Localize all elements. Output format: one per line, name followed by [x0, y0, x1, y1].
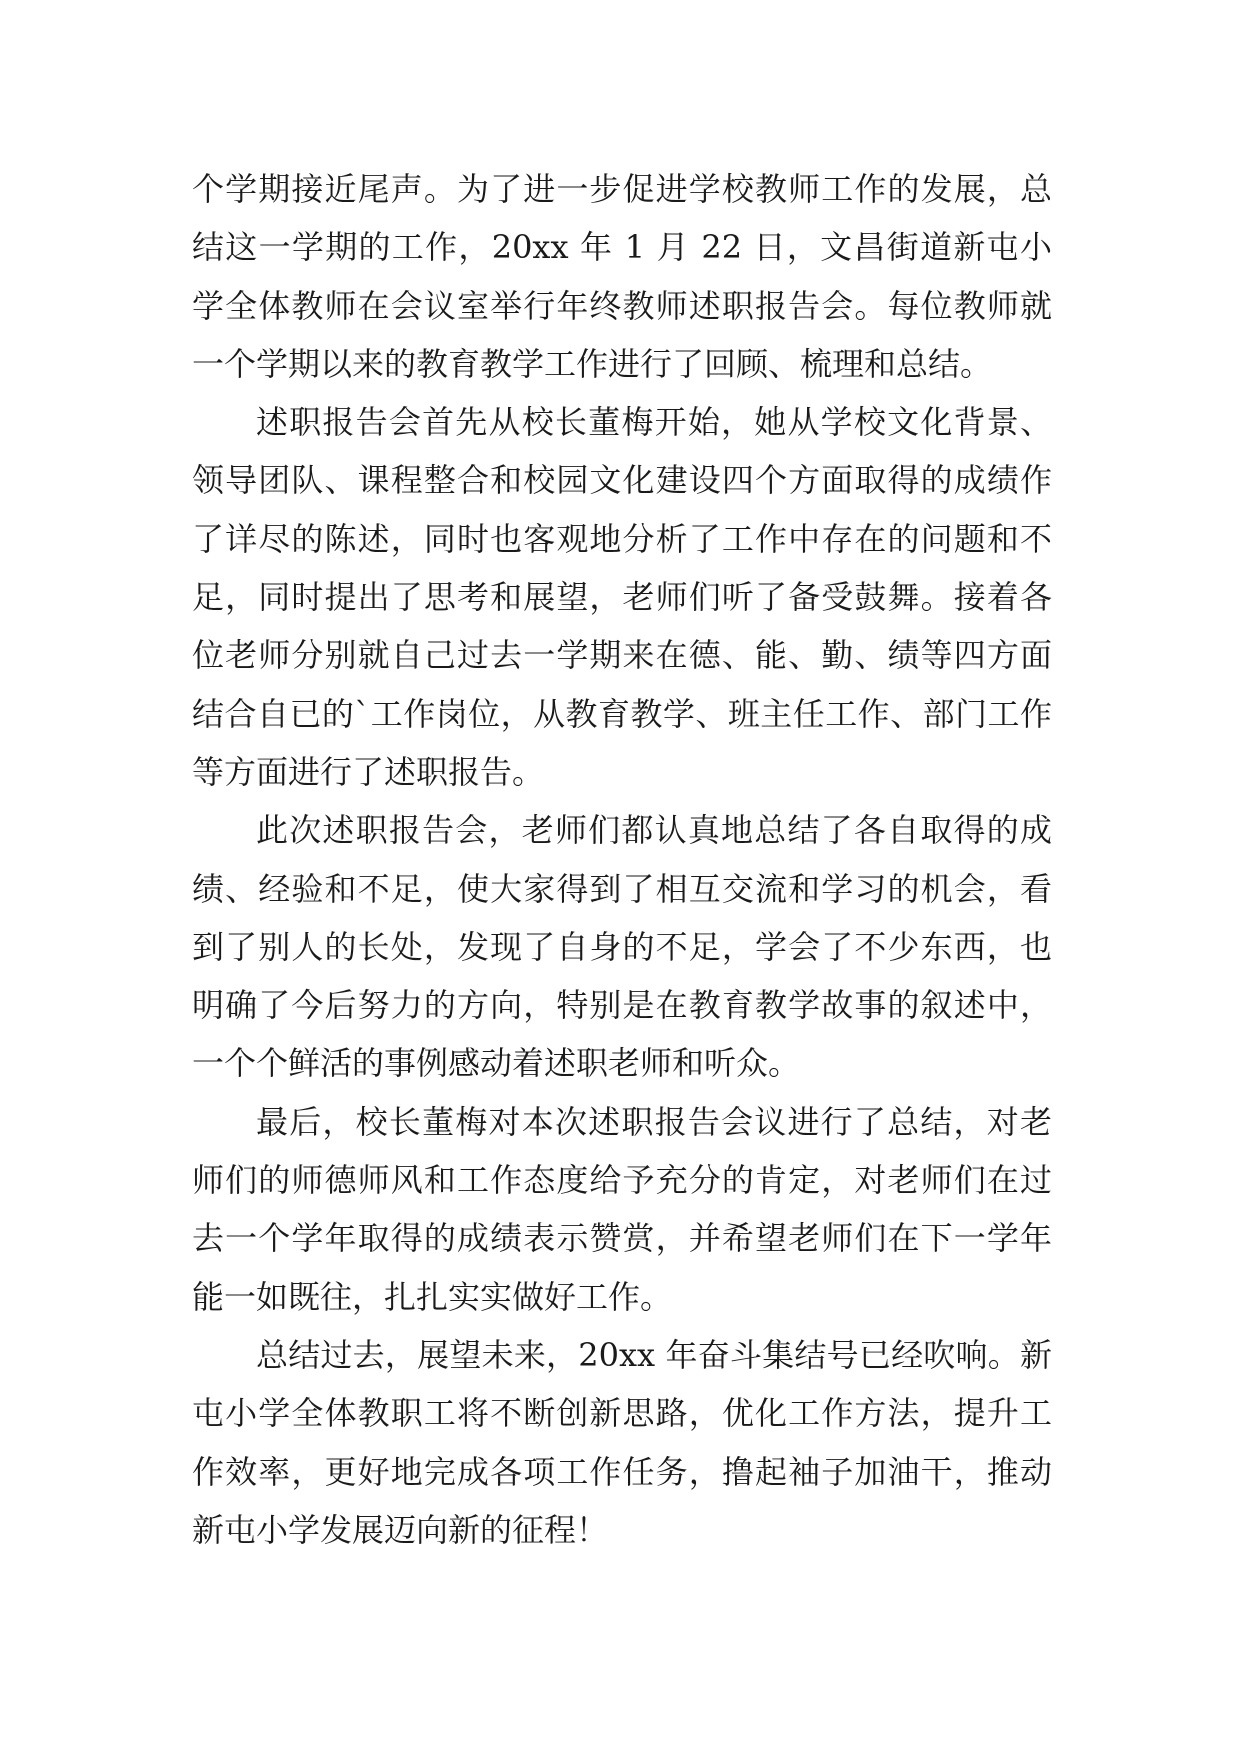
paragraph-3: 此次述职报告会，老师们都认真地总结了各自取得的成绩、经验和不足，使大家得到了相互交流和学习的机会，看到了别人的长处，发现了自身的不足，学会了不少东西，也明确了今后努力的方向，特别是在教育教学故事的叙述中，一个个鲜活的事例感动着述职老师和听众。 [192, 811, 1052, 1083]
document-body [192, 160, 1052, 1559]
paragraph-4: 最后，校长董梅对本次述职报告会议进行了总结，对老师们的师德师风和工作态度给予充分的肯定，对老师们在过去一个学年取得的成绩表示赞赏，并希望老师们在下一学年能一如既往，扎扎实实做好工作。 [192, 1102, 1052, 1316]
paragraph-5: 总结过去，展望未来，20xx 年奋斗集结号已经吹响。新屯小学全体教职工将不断创新思路，优化工作方法，提升工作效率，更好地完成各项工作任务，撸起袖子加油干，推动新屯小学发展迈向新的征程！ [192, 1335, 1052, 1549]
paragraph-1: 个学期接近尾声。为了进一步促进学校教师工作的发展，总结这一学期的工作，20xx 年 1 月 22 日，文昌街道新屯小学全体教师在会议室举行年终教师述职报告会。每位教师就一个学期以来的教育教学工作进行了回顾、梳理和总结。 [192, 170, 1052, 383]
paragraph-2: 述职报告会首先从校长董梅开始，她从学校文化背景、领导团队、课程整合和校园文化建设四个方面取得的成绩作了详尽的陈述，同时也客观地分析了工作中存在的问题和不足，同时提出了思考和展望，老师们听了备受鼓舞。接着各位老师分别就自己过去一学期来在德、能、勤、绩等四方面结合自已的`工作岗位，从教育教学、班主任工作、部门工作等方面进行了述职报告。 [192, 403, 1052, 791]
